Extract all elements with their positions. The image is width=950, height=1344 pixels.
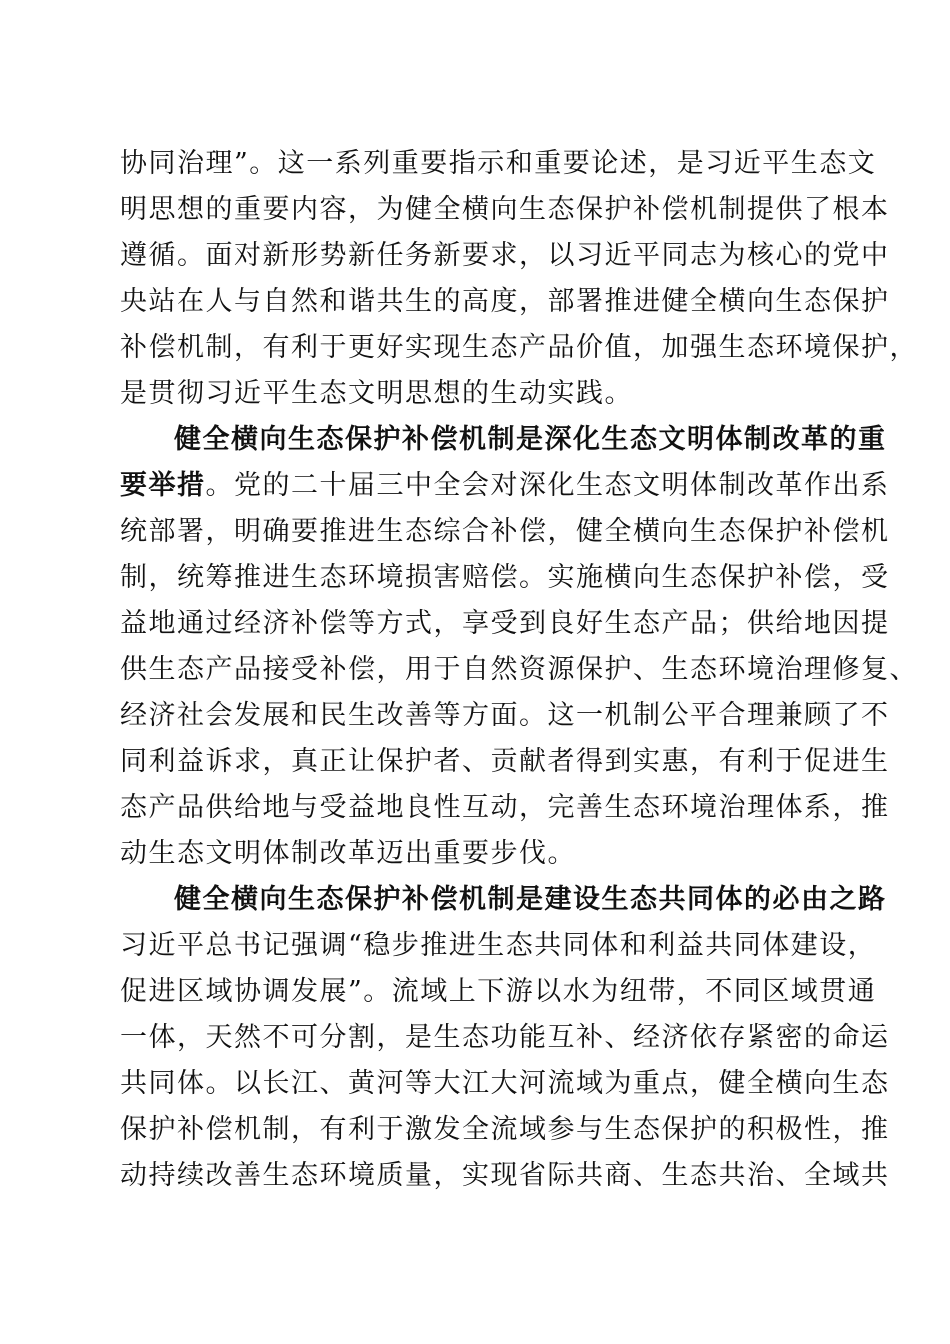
- paragraph-1-line-2: 明思想的重要内容，为健全横向生态保护补偿机制提供了根本: [120, 194, 890, 225]
- paragraph-1-line-3: 遵循。面对新形势新任务新要求，以习近平同志为核心的党中: [120, 240, 890, 271]
- paragraph-2-line-5: 益地通过经济补偿等方式，享受到良好生态产品；供给地因提: [120, 608, 890, 639]
- paragraph-3-line-2: 习近平总书记强调“稳步推进生态共同体和利益共同体建设，: [120, 930, 877, 961]
- paragraph-2-line-9: 态产品供给地与受益地良性互动，完善生态环境治理体系，推: [120, 792, 890, 823]
- paragraph-1-line-6: 是贯彻习近平生态文明思想的生动实践。: [120, 378, 633, 409]
- paragraph-2-heading-end: 要举措: [120, 470, 206, 501]
- paragraph-3-line-6: 保护补偿机制，有利于激发全流域参与生态保护的积极性，推: [120, 1114, 890, 1145]
- paragraph-2-line-6: 供生态产品接受补偿，用于自然资源保护、生态环境治理修复、: [120, 654, 918, 685]
- paragraph-2-line-2: [120, 464, 890, 508]
- paragraph-3-line-5: 共同体。以长江、黄河等大江大河流域为重点，健全横向生态: [120, 1068, 890, 1099]
- paragraph-3-heading: 健全横向生态保护补偿机制是建设生态共同体的必由之路: [174, 884, 887, 915]
- paragraph-2-line-7: 经济社会发展和民生改善等方面。这一机制公平合理兼顾了不: [120, 700, 890, 731]
- paragraph-1-line-4: 央站在人与自然和谐共生的高度，部署推进健全横向生态保护: [120, 286, 890, 317]
- paragraph-2-line-3: 统部署，明确要推进生态综合补偿，健全横向生态保护补偿机: [120, 516, 890, 547]
- paragraph-2-line-2-text: 。党的二十届三中全会对深化生态文明体制改革作出系: [205, 470, 890, 501]
- paragraph-1-line-5: 补偿机制，有利于更好实现生态产品价值，加强生态环境保护，: [120, 332, 918, 363]
- paragraph-2-line-4: 制，统筹推进生态环境损害赔偿。实施横向生态保护补偿，受: [120, 562, 890, 593]
- paragraph-1-line-1: 协同治理”。这一系列重要指示和重要论述，是习近平生态文: [120, 148, 877, 179]
- paragraph-3-line-3: 促进区域协调发展”。流域上下游以水为纽带，不同区域贯通: [120, 976, 877, 1007]
- paragraph-3-line-4: 一体，天然不可分割，是生态功能互补、经济依存紧密的命运: [120, 1022, 890, 1053]
- paragraph-3-line-7: 动持续改善生态环境质量，实现省际共商、生态共治、全域共: [120, 1160, 890, 1191]
- paragraph-2-line-8: 同利益诉求，真正让保护者、贡献者得到实惠，有利于促进生: [120, 746, 890, 777]
- paragraph-2-line-10: 动生态文明体制改革迈出重要步伐。: [120, 838, 576, 869]
- paragraph-2-heading-line-1: 健全横向生态保护补偿机制是深化生态文明体制改革的重: [174, 424, 887, 455]
